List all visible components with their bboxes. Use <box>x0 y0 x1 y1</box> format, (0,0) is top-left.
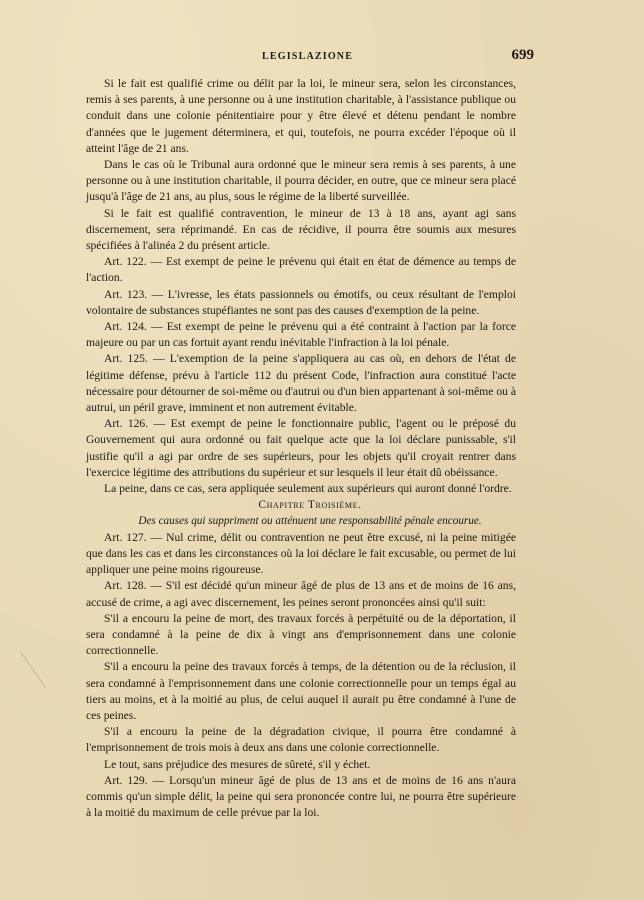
paragraph: S'il a encouru la peine des travaux forcés à temps, de la détention ou de la réclusion, il sera condamné à l'emprisonnement dans une colonie correctionnelle pour un temps égal au tiers au moins, et à la moitié au plus, de celui auquel il aurait pu être condamné à l'une de ces peines. <box>86 660 516 722</box>
paragraph-art-126: Art. 126. — Est exempt de peine le fonctionnaire public, l'agent ou le préposé du Gouvernement qui aura ordonné ou fait quelque acte que la loi déclare punissable, s'il justifie qu'il a agi par ordre de ses supérieurs, pour les objets qu'il croyait rentrer dans l'exercice légitime des attributions du supérieur et sur lesquels il leur était dû obéissance. <box>86 417 516 479</box>
paragraph-art-127: Art. 127. — Nul crime, délit ou contravention ne peut être excusé, ni la peine mitigée que dans les cas et dans les circonstances où la loi déclare le fait excusable, ou permet de lui appliquer une peine moins rigoureuse. <box>86 530 516 577</box>
paragraph-art-124: Art. 124. — Est exempt de peine le prévenu qui a été contraint à l'action par la force majeure ou par un cas fortuit ayant rendu inévitable l'infraction à la loi pénale. <box>86 320 516 350</box>
paragraph: Dans le cas où le Tribunal aura ordonné que le mineur sera remis à ses parents, à une personne ou à une institution charitable, il pourra décider, en outre, que ce mineur sera placé jusqu'à l'âge de 21 ans, au plus, sous le régime de la liberté surveillée. <box>86 158 516 204</box>
pencil-mark <box>20 636 67 688</box>
chapter-subtitle: Des causes qui suppriment ou atténuent une responsabilité pénale encourue. <box>138 515 482 528</box>
paragraph-art-122: Art. 122. — Est exempt de peine le prévenu qui était en état de démence au temps de l'action. <box>86 255 516 285</box>
page-header <box>86 47 534 67</box>
body-text <box>86 76 516 821</box>
paragraph-art-125: Art. 125. — L'exemption de la peine s'appliquera au cas où, en dehors de l'état de légitime défense, prévu à l'article 112 du présent Code, l'infraction aura constitué l'acte nécessaire pour détourner de soi-même ou d'autrui ou d'un bien appartenant à soi-même ou à autrui, un péril grave, imminent et non autrement évitable. <box>86 352 516 415</box>
paragraph-art-128: Art. 128. — S'il est décidé qu'un mineur âgé de plus de 13 ans et de moins de 16 ans, accusé de crime, a agi avec discernement, les peines seront prononcées ainsi qu'il suit: <box>86 579 516 609</box>
paragraph: Le tout, sans préjudice des mesures de sûreté, s'il y échet. <box>104 757 371 771</box>
paragraph: S'il a encouru la peine de la dégradation civique, il pourra être condamné à l'emprisonnement de trois mois à deux ans dans une colonie correctionnelle. <box>86 725 516 755</box>
chapter-title: Chapitre Troisième. <box>258 499 362 512</box>
paragraph: Si le fait est qualifié crime ou délit par la loi, le mineur sera, selon les circonstances, remis à ses parents, à une personne ou à une institution charitable, à l'assistance publique ou conduit dans une colonie pénitentiaire pour y être élevé et détenu pendant le nombre d'années que le jugement déterminera, et qui, toutefois, ne pourra excéder l'époque où il atteint l'âge de 21 ans. <box>86 77 516 155</box>
paragraph: Si le fait est qualifié contravention, le mineur de 13 à 18 ans, ayant agi sans discernement, sera réprimandé. En cas de récidive, il pourra être soumis aux mesures spécifiées à l'alinéa 2 du présent article. <box>86 206 516 253</box>
paragraph: S'il a encouru la peine de mort, des travaux forcés à perpétuité ou de la déportation, il sera condamné à la peine de dix à vingt ans d'emprisonnement dans une colonie correctionnelle. <box>86 611 516 658</box>
paragraph-art-129: Art. 129. — Lorsqu'un mineur âgé de plus de 13 ans et de moins de 16 ans n'aura commis qu'un simple délit, la peine qui sera prononcée contre lui, ne pourra être supérieure à la moitié du maximum de celle prévue par la loi. <box>86 773 516 820</box>
paragraph: La peine, dans ce cas, sera appliquée seulement aux supérieurs qui auront donné l'ordre. <box>104 482 512 496</box>
paragraph-art-123: Art. 123. — L'ivresse, les états passionnels ou émotifs, ou ceux résultant de l'emploi volontaire de substances stupéfiantes ne sont pas des causes d'exemption de la peine. <box>86 287 516 317</box>
page-number: 699 <box>511 47 534 63</box>
running-head: LEGISLAZIONE <box>262 51 354 62</box>
